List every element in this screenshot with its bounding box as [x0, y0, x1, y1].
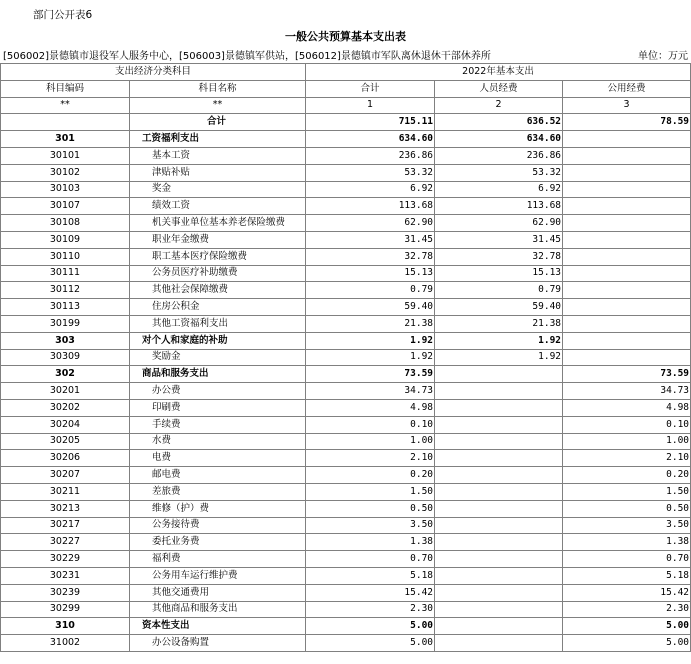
- row-public: 5.00: [563, 635, 691, 652]
- row-code: 30239: [1, 584, 130, 601]
- table-row: [1, 618, 691, 635]
- row-total: 236.86: [306, 147, 435, 164]
- row-personnel: [435, 567, 563, 584]
- row-code: 301: [1, 131, 130, 148]
- row-personnel: [435, 383, 563, 400]
- header-year: 2022年基本支出: [306, 64, 691, 81]
- row-personnel: 53.32: [435, 164, 563, 181]
- row-personnel: 15.13: [435, 265, 563, 282]
- currency-unit: 单位：万元: [638, 51, 688, 62]
- row-total: 0.20: [306, 467, 435, 484]
- row-name: 手续费: [130, 416, 306, 433]
- row-personnel: [435, 500, 563, 517]
- table-row: [1, 315, 691, 332]
- index-row: [1, 97, 691, 114]
- row-personnel: 31.45: [435, 231, 563, 248]
- row-code: 30217: [1, 517, 130, 534]
- table-title: 一般公共预算基本支出表: [285, 30, 406, 43]
- row-name: 其他社会保障缴费: [130, 282, 306, 299]
- row-personnel: [435, 399, 563, 416]
- row-public: [563, 231, 691, 248]
- row-public: [563, 181, 691, 198]
- row-code: 30211: [1, 483, 130, 500]
- row-public: 3.50: [563, 517, 691, 534]
- table-body: [1, 114, 691, 652]
- row-total: 1.92: [306, 332, 435, 349]
- table-row: [1, 500, 691, 517]
- row-personnel: [435, 467, 563, 484]
- row-code: 30112: [1, 282, 130, 299]
- row-code: 30204: [1, 416, 130, 433]
- table-row: [1, 299, 691, 316]
- row-total: 4.98: [306, 399, 435, 416]
- row-public: [563, 215, 691, 232]
- row-name: 福利费: [130, 551, 306, 568]
- row-code: [1, 114, 130, 131]
- row-code: 30229: [1, 551, 130, 568]
- row-public: 0.70: [563, 551, 691, 568]
- table-row: [1, 601, 691, 618]
- row-code: 30102: [1, 164, 130, 181]
- row-total: 32.78: [306, 248, 435, 265]
- row-total: 715.11: [306, 114, 435, 131]
- row-name: 机关事业单位基本养老保险缴费: [130, 215, 306, 232]
- row-personnel: [435, 584, 563, 601]
- header-row-2: [1, 80, 691, 97]
- row-total: 15.13: [306, 265, 435, 282]
- row-name: 合计: [130, 114, 306, 131]
- row-public: [563, 248, 691, 265]
- table-row: [1, 534, 691, 551]
- row-total: 1.38: [306, 534, 435, 551]
- row-personnel: 0.79: [435, 282, 563, 299]
- row-public: 5.00: [563, 618, 691, 635]
- row-code: 30213: [1, 500, 130, 517]
- row-total: 73.59: [306, 366, 435, 383]
- table-row: [1, 399, 691, 416]
- row-name: 公务用车运行维护费: [130, 567, 306, 584]
- row-name: 职工基本医疗保险缴费: [130, 248, 306, 265]
- row-code: 30206: [1, 450, 130, 467]
- row-name: 商品和服务支出: [130, 366, 306, 383]
- row-code: 30299: [1, 601, 130, 618]
- table-row: [1, 282, 691, 299]
- row-total: 15.42: [306, 584, 435, 601]
- index-cell: **: [130, 97, 306, 114]
- row-name: 住房公积金: [130, 299, 306, 316]
- row-name: 工资福利支出: [130, 131, 306, 148]
- row-code: 30309: [1, 349, 130, 366]
- table-row: [1, 635, 691, 652]
- row-total: 0.70: [306, 551, 435, 568]
- table-row: [1, 450, 691, 467]
- row-total: 5.00: [306, 635, 435, 652]
- row-total: 21.38: [306, 315, 435, 332]
- row-personnel: 6.92: [435, 181, 563, 198]
- row-personnel: 62.90: [435, 215, 563, 232]
- table-row: [1, 517, 691, 534]
- row-public: [563, 332, 691, 349]
- row-personnel: 636.52: [435, 114, 563, 131]
- row-name: 其他商品和服务支出: [130, 601, 306, 618]
- row-name: 印刷费: [130, 399, 306, 416]
- row-name: 委托业务费: [130, 534, 306, 551]
- table-row: [1, 433, 691, 450]
- row-total: 0.79: [306, 282, 435, 299]
- row-name: 对个人和家庭的补助: [130, 332, 306, 349]
- row-name: 办公设备购置: [130, 635, 306, 652]
- row-public: 1.38: [563, 534, 691, 551]
- budget-table: [0, 63, 691, 652]
- row-code: 30201: [1, 383, 130, 400]
- row-public: [563, 282, 691, 299]
- index-cell: 2: [435, 97, 563, 114]
- row-personnel: [435, 366, 563, 383]
- header-total: 合计: [306, 80, 435, 97]
- row-public: [563, 164, 691, 181]
- row-code: 30109: [1, 231, 130, 248]
- row-name: 邮电费: [130, 467, 306, 484]
- row-code: 30108: [1, 215, 130, 232]
- table-row: [1, 383, 691, 400]
- row-code: 30199: [1, 315, 130, 332]
- row-total: 34.73: [306, 383, 435, 400]
- row-public: 5.18: [563, 567, 691, 584]
- table-row: [1, 366, 691, 383]
- row-personnel: [435, 416, 563, 433]
- row-personnel: [435, 450, 563, 467]
- row-name: 差旅费: [130, 483, 306, 500]
- header-row-1: [1, 64, 691, 81]
- row-public: [563, 315, 691, 332]
- row-name: 电费: [130, 450, 306, 467]
- row-total: 2.10: [306, 450, 435, 467]
- row-total: 6.92: [306, 181, 435, 198]
- table-row: [1, 567, 691, 584]
- row-code: 30101: [1, 147, 130, 164]
- row-name: 公务员医疗补助缴费: [130, 265, 306, 282]
- row-name: 绩效工资: [130, 198, 306, 215]
- row-total: 62.90: [306, 215, 435, 232]
- row-name: 奖励金: [130, 349, 306, 366]
- row-personnel: 1.92: [435, 332, 563, 349]
- row-total: 3.50: [306, 517, 435, 534]
- index-cell: 1: [306, 97, 435, 114]
- row-personnel: [435, 517, 563, 534]
- header-personnel: 人员经费: [435, 80, 563, 97]
- row-total: 5.00: [306, 618, 435, 635]
- row-public: 0.20: [563, 467, 691, 484]
- row-personnel: [435, 618, 563, 635]
- table-row: [1, 265, 691, 282]
- row-code: 30205: [1, 433, 130, 450]
- row-code: 30103: [1, 181, 130, 198]
- table-row: [1, 349, 691, 366]
- row-total: 53.32: [306, 164, 435, 181]
- row-total: 0.10: [306, 416, 435, 433]
- row-personnel: [435, 551, 563, 568]
- header-category: 支出经济分类科目: [1, 64, 306, 81]
- row-code: 302: [1, 366, 130, 383]
- header-public: 公用经费: [563, 80, 691, 97]
- row-personnel: 236.86: [435, 147, 563, 164]
- table-row: [1, 584, 691, 601]
- row-total: 113.68: [306, 198, 435, 215]
- row-total: 59.40: [306, 299, 435, 316]
- row-name: 公务接待费: [130, 517, 306, 534]
- row-public: 73.59: [563, 366, 691, 383]
- row-name: 其他交通费用: [130, 584, 306, 601]
- row-total: 1.50: [306, 483, 435, 500]
- table-row: [1, 248, 691, 265]
- row-total: 0.50: [306, 500, 435, 517]
- row-public: 0.50: [563, 500, 691, 517]
- table-row: [1, 467, 691, 484]
- row-public: 2.10: [563, 450, 691, 467]
- row-public: [563, 299, 691, 316]
- row-name: 水费: [130, 433, 306, 450]
- row-personnel: [435, 635, 563, 652]
- reporting-units: [506002]景德镇市退役军人服务中心，[506003]景德镇军供站，[506012]景德镇市军队离休退休干部休养所: [3, 51, 491, 62]
- row-name: 奖金: [130, 181, 306, 198]
- index-cell: 3: [563, 97, 691, 114]
- table-row: [1, 164, 691, 181]
- table-row: [1, 147, 691, 164]
- row-code: 310: [1, 618, 130, 635]
- row-public: 4.98: [563, 399, 691, 416]
- table-row: [1, 551, 691, 568]
- row-name: 办公费: [130, 383, 306, 400]
- row-code: 30202: [1, 399, 130, 416]
- table-row: [1, 181, 691, 198]
- row-personnel: [435, 433, 563, 450]
- row-public: 0.10: [563, 416, 691, 433]
- table-row: [1, 114, 691, 131]
- table-row: [1, 416, 691, 433]
- index-cell: **: [1, 97, 130, 114]
- table-row: [1, 198, 691, 215]
- row-total: 634.60: [306, 131, 435, 148]
- header-name: 科目名称: [130, 80, 306, 97]
- document-number: 部门公开表6: [33, 9, 93, 21]
- row-public: 78.59: [563, 114, 691, 131]
- row-code: 30107: [1, 198, 130, 215]
- row-name: 其他工资福利支出: [130, 315, 306, 332]
- row-public: 2.30: [563, 601, 691, 618]
- row-personnel: 113.68: [435, 198, 563, 215]
- row-personnel: 1.92: [435, 349, 563, 366]
- row-total: 5.18: [306, 567, 435, 584]
- row-code: 30110: [1, 248, 130, 265]
- row-code: 30207: [1, 467, 130, 484]
- row-personnel: [435, 534, 563, 551]
- table-row: [1, 483, 691, 500]
- row-personnel: [435, 483, 563, 500]
- row-personnel: 59.40: [435, 299, 563, 316]
- row-personnel: 21.38: [435, 315, 563, 332]
- table-row: [1, 131, 691, 148]
- table-row: [1, 332, 691, 349]
- row-name: 维修（护）费: [130, 500, 306, 517]
- row-public: 34.73: [563, 383, 691, 400]
- row-total: 1.00: [306, 433, 435, 450]
- row-name: 资本性支出: [130, 618, 306, 635]
- row-name: 基本工资: [130, 147, 306, 164]
- row-code: 30227: [1, 534, 130, 551]
- row-name: 津贴补贴: [130, 164, 306, 181]
- row-code: 30231: [1, 567, 130, 584]
- row-total: 2.30: [306, 601, 435, 618]
- row-code: 30113: [1, 299, 130, 316]
- row-public: [563, 265, 691, 282]
- table-row: [1, 231, 691, 248]
- row-personnel: 32.78: [435, 248, 563, 265]
- row-public: [563, 131, 691, 148]
- row-public: 15.42: [563, 584, 691, 601]
- units-row: [0, 47, 691, 61]
- row-public: [563, 349, 691, 366]
- row-code: 31002: [1, 635, 130, 652]
- row-public: 1.00: [563, 433, 691, 450]
- row-public: [563, 147, 691, 164]
- header-code: 科目编码: [1, 80, 130, 97]
- row-name: 职业年金缴费: [130, 231, 306, 248]
- row-personnel: 634.60: [435, 131, 563, 148]
- row-code: 30111: [1, 265, 130, 282]
- row-personnel: [435, 601, 563, 618]
- table-row: [1, 215, 691, 232]
- row-total: 31.45: [306, 231, 435, 248]
- row-public: [563, 198, 691, 215]
- row-code: 303: [1, 332, 130, 349]
- row-public: 1.50: [563, 483, 691, 500]
- row-total: 1.92: [306, 349, 435, 366]
